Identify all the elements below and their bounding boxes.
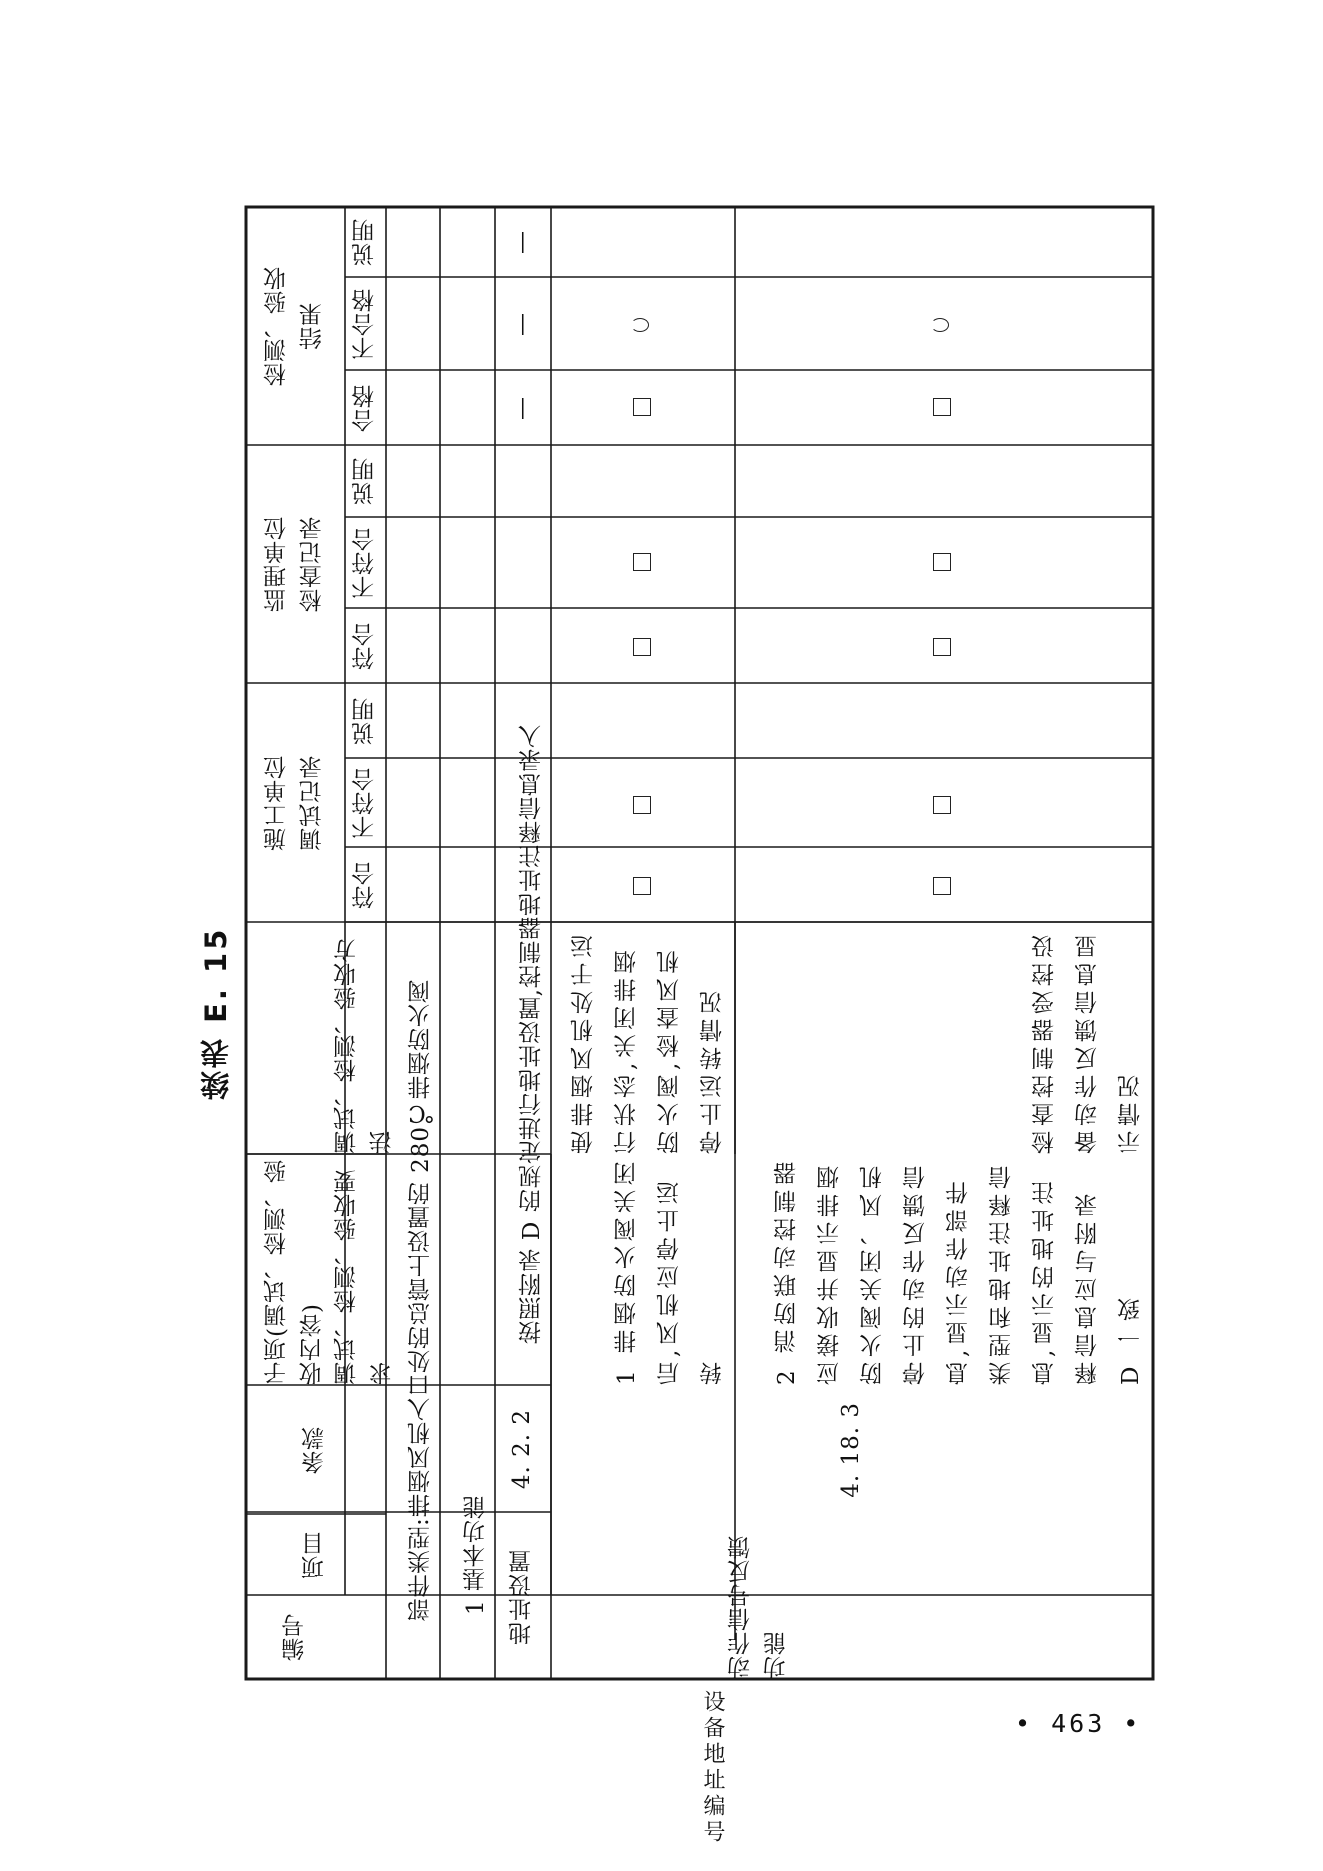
- header-requirement: 调试、检测、验收要求: [333, 1169, 396, 1385]
- header-subitem: 子项(调试、检测、验收内容): [263, 1159, 326, 1385]
- r2b-supervision-conform-checkbox[interactable]: [933, 638, 951, 656]
- r2b-acceptance-unqualified-circle[interactable]: [931, 318, 949, 332]
- header-clause: 条款: [302, 1425, 329, 1474]
- header-acceptance: 检测、验收 结果: [263, 266, 326, 386]
- row1-requirement: 按照附录 D 的规定进行地址设置,控制器地址注释信息录入: [519, 723, 546, 1345]
- supervision-conform: 符合: [351, 621, 378, 670]
- section-title: 1 基本功能: [463, 1494, 490, 1615]
- acceptance-qualified: 合格: [351, 383, 378, 432]
- device-address-code: 设备地址编号: [700, 1690, 725, 1846]
- construction-nonconform: 不符合: [351, 766, 378, 839]
- r2a-acceptance-unqualified-circle[interactable]: [631, 318, 649, 332]
- table-title: 续表 E. 15: [199, 926, 233, 1100]
- row2-requirement-2: 2 消防联动控制器应接收并显示排烟防火阀关闭、风机停止的动作反馈信息,显示动作部件类型和地址注释信息,显示的地址注释信息应与附录 D 一致: [774, 1157, 1144, 1385]
- r2a-acceptance-qualified-checkbox[interactable]: [633, 398, 651, 416]
- row1-qualified-dash: —: [509, 395, 536, 420]
- row2-clause: 4. 18. 3: [838, 1401, 865, 1498]
- r2b-construction-conform-checkbox[interactable]: [933, 877, 951, 895]
- acceptance-unqualified: 不合格: [351, 287, 378, 360]
- header-code: 编号: [281, 1613, 308, 1661]
- row1-clause: 4. 2. 2: [509, 1409, 536, 1490]
- header-item: 项目: [302, 1530, 329, 1579]
- r2b-supervision-nonconform-checkbox[interactable]: [933, 553, 951, 571]
- row2-method-1: 使排烟风机处于运行状态,关闭排烟防火阀,检查风机停止运转情况: [571, 930, 726, 1154]
- header-method: 调试、检测、验收方法: [333, 938, 396, 1154]
- row2-method-2: 检查控制器受控设备动作反馈信息显示情况: [1032, 930, 1144, 1154]
- r2a-supervision-conform-checkbox[interactable]: [633, 638, 651, 656]
- supervision-nonconform: 不符合: [351, 526, 378, 599]
- acceptance-remark: 说明: [351, 218, 378, 266]
- r2a-supervision-nonconform-checkbox[interactable]: [633, 553, 651, 571]
- r2b-acceptance-qualified-checkbox[interactable]: [933, 398, 951, 416]
- header-supervision: 监理单位 检查记录: [263, 516, 326, 612]
- header-construction: 施工单位 调试记录: [263, 754, 326, 851]
- row2-requirement-1: 1 排烟防火阀关闭后,风机应停止运转: [614, 1157, 726, 1385]
- row1-unqualified-dash: —: [509, 311, 536, 336]
- component-type: 部件类型:排烟风机入口处的总管上设置的 280℃排烟防火阀: [408, 979, 435, 1622]
- row1-item: 地址设置: [509, 1548, 536, 1645]
- r2a-construction-conform-checkbox[interactable]: [633, 877, 651, 895]
- construction-conform: 符合: [351, 860, 378, 909]
- row1-remark-dash: —: [509, 230, 536, 254]
- row2-item: 动作信号反馈功能: [728, 1535, 790, 1679]
- r2b-construction-nonconform-checkbox[interactable]: [933, 796, 951, 814]
- page-number: • 463 •: [1015, 1709, 1142, 1738]
- r2a-construction-nonconform-checkbox[interactable]: [633, 796, 651, 814]
- supervision-remark: 说明: [351, 457, 378, 505]
- construction-remark: 说明: [351, 696, 378, 745]
